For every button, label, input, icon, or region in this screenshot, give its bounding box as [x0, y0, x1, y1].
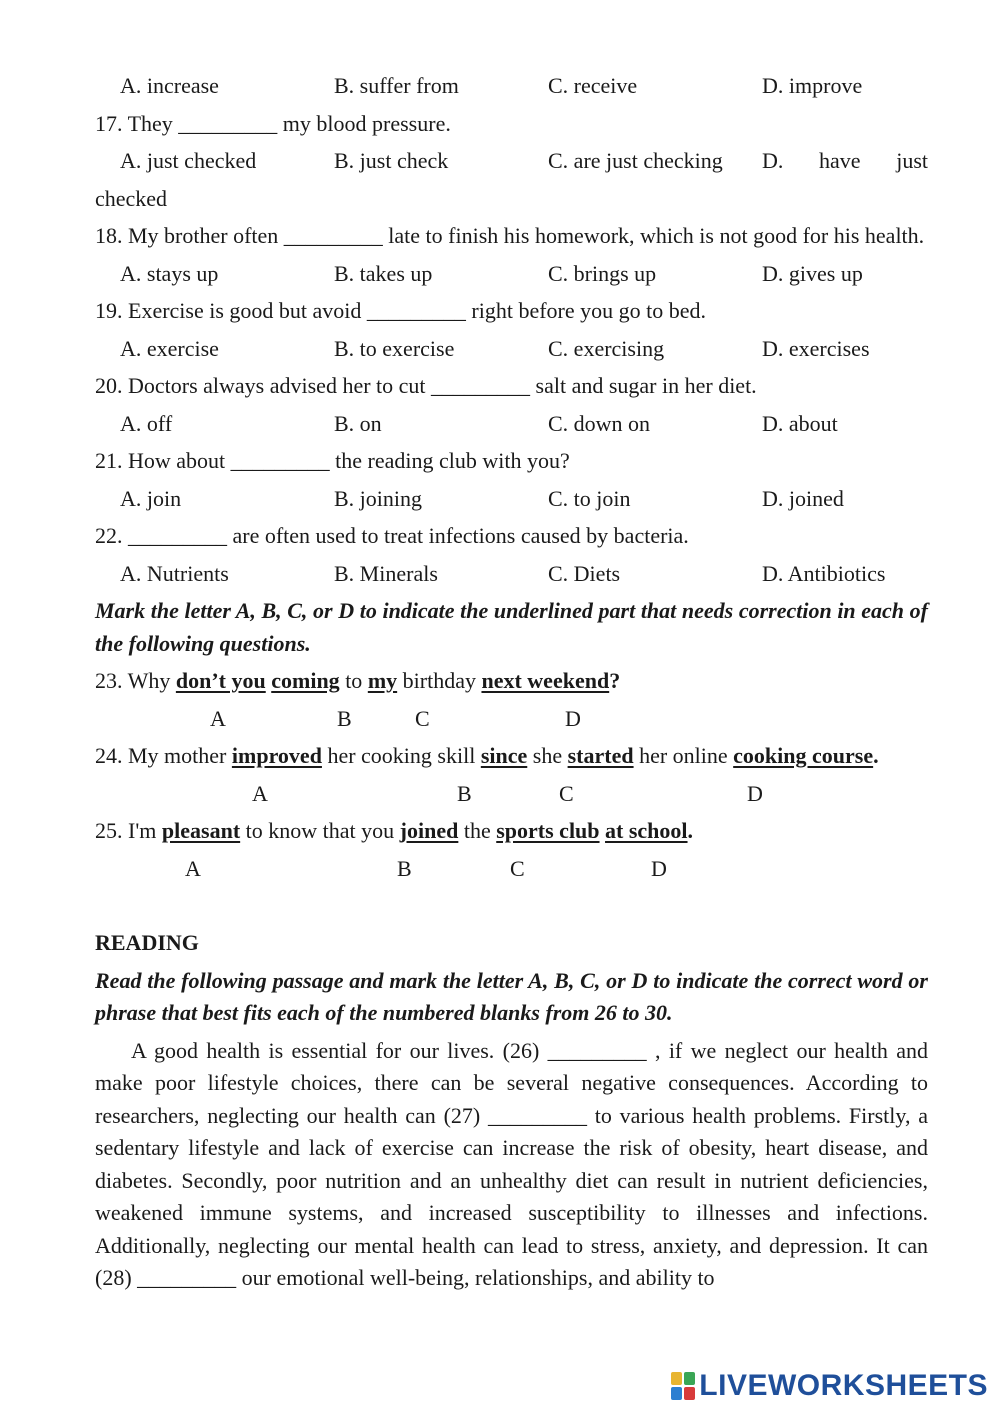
q23-part-b[interactable]: coming: [271, 668, 340, 693]
logo-tile-4: [684, 1387, 695, 1400]
q25-sentence: [95, 815, 928, 853]
q23-text-4: birthday: [397, 668, 482, 693]
q24-letter-c: C: [559, 780, 574, 806]
q23-part-a[interactable]: don’t you: [175, 668, 266, 693]
logo-tile-2: [684, 1372, 695, 1385]
section-spacer: [95, 890, 928, 927]
q17-option-d-word-2: just: [896, 148, 928, 173]
q22-option-c[interactable]: C. Diets: [548, 560, 621, 586]
q19-option-c[interactable]: C. exercising: [548, 335, 665, 361]
q17-option-d-word-1: have: [819, 148, 861, 173]
q23-letter-a: A: [210, 705, 226, 731]
q25-text-5: .: [687, 818, 694, 843]
q25-letter-d: D: [651, 855, 667, 881]
reading-instruction: Read the following passage and mark the letter A, B, C, or D to indicate the correct word or phrase that best fits each of the numbered blanks from 26 to 30.: [95, 967, 928, 1025]
q24-part-d[interactable]: cooking course: [733, 743, 874, 768]
q17-option-b[interactable]: B. just check: [334, 148, 449, 173]
q23-letter-d: D: [565, 705, 581, 731]
q25-letter-c: C: [510, 855, 525, 881]
q19-options: [95, 333, 928, 371]
q20-option-b[interactable]: B. on: [334, 410, 382, 436]
q16-option-b[interactable]: B. suffer from: [334, 73, 459, 98]
q18-options: [95, 258, 928, 296]
q24-part-c[interactable]: started: [567, 743, 634, 768]
q24-sentence: [95, 740, 928, 778]
q25-letter-a: A: [185, 855, 201, 881]
q17-option-d[interactable]: [762, 145, 928, 177]
q18-option-d[interactable]: D. gives up: [762, 260, 863, 286]
q18-option-b[interactable]: B. takes up: [334, 260, 433, 286]
q17-option-a[interactable]: A. just checked: [120, 148, 257, 173]
q18-option-a[interactable]: A. stays up: [120, 260, 219, 286]
q24-letter-d: D: [747, 780, 763, 806]
q19-option-b[interactable]: B. to exercise: [334, 335, 455, 361]
q24-letter-a: A: [252, 780, 268, 806]
q19-option-d[interactable]: D. exercises: [762, 335, 870, 361]
q20-options: [95, 408, 928, 446]
q23-letters: [95, 703, 928, 741]
q23-letter-c: C: [415, 705, 430, 731]
q25-part-b[interactable]: joined: [399, 818, 459, 843]
q24-text-2: her cooking skill: [321, 743, 481, 768]
q20-option-c[interactable]: C. down on: [548, 410, 651, 436]
q22-option-d[interactable]: D. Antibiotics: [762, 560, 886, 586]
q21-stem: 21. How about _________ the reading club with you?: [95, 448, 570, 473]
q16-option-d[interactable]: D. improve: [762, 73, 863, 98]
liveworksheets-logo: [671, 1369, 988, 1403]
q21-option-c[interactable]: C. to join: [548, 485, 631, 511]
q20-option-d[interactable]: D. about: [762, 410, 838, 436]
q25-letters: [95, 853, 928, 891]
q18-option-c[interactable]: C. brings up: [548, 260, 657, 286]
q24-letter-b: B: [457, 780, 472, 806]
q18-stem: 18. My brother often _________ late to finish his homework, which is not good for his health.: [95, 223, 925, 248]
q25-text-3: the: [458, 818, 497, 843]
q17-option-d-letter: D.: [762, 148, 784, 173]
q23-text-3: to: [339, 668, 368, 693]
q22-option-b[interactable]: B. Minerals: [334, 560, 438, 586]
q21-option-d[interactable]: D. joined: [762, 485, 844, 511]
q25-part-a[interactable]: pleasant: [161, 818, 241, 843]
q23-sentence: [95, 665, 928, 703]
q24-part-b[interactable]: since: [480, 743, 528, 768]
correction-instruction: Mark the letter A, B, C, or D to indicate the underlined part that needs correction in each of the following questions.: [95, 598, 928, 656]
logo-tile-1: [671, 1372, 682, 1385]
q17-option-d-continued: checked: [95, 185, 168, 211]
q21-options: [95, 483, 928, 521]
q24-text-1: 24. My mother: [95, 743, 232, 768]
logo-tile-3: [671, 1387, 682, 1400]
q22-option-a[interactable]: A. Nutrients: [120, 560, 229, 586]
q21-option-b[interactable]: B. joining: [334, 485, 423, 511]
q16-option-a[interactable]: A. increase: [120, 73, 219, 98]
q20-option-a[interactable]: A. off: [120, 410, 173, 436]
reading-passage: A good health is essential for our lives. (26) _________ , if we neglect our health and make poor lifestyle choices, there can be several negative consequences. According to researchers, neglecting our health can (27) _________ to various health problems. Firstly, a sedentary lifestyle and lack of exercise can increase the risk of obesity, heart disease, and diabetes. Secondly, poor nutrition and an unhealthy diet can result in nutrient deficiencies, weakened immune systems, and increased susceptibility to illnesses and infections. Additionally, neglecting our mental health can lead to stress, anxiety, and depression. It can (28) _________ our emotional well-being, relationships, and ability to: [95, 1037, 928, 1290]
q24-letters: [95, 778, 928, 816]
q17-options: [95, 145, 928, 183]
q22-options: [95, 558, 928, 596]
q23-text-5: ?: [609, 668, 621, 693]
q21-option-a[interactable]: A. join: [120, 485, 182, 511]
worksheet-page: [95, 70, 928, 1295]
q25-part-c[interactable]: sports club: [496, 818, 600, 843]
q23-letter-b: B: [337, 705, 352, 731]
q24-text-3: she: [527, 743, 568, 768]
q25-text-1: 25. I'm: [95, 818, 162, 843]
q23-part-d[interactable]: next weekend: [481, 668, 610, 693]
q17-option-c[interactable]: C. are just checking: [548, 148, 723, 173]
q20-stem: 20. Doctors always advised her to cut _________ salt and sugar in her diet.: [95, 373, 757, 398]
q23-text-1: 23. Why: [95, 668, 176, 693]
q16-option-c[interactable]: C. receive: [548, 73, 638, 98]
q17-stem: 17. They _________ my blood pressure.: [95, 110, 451, 136]
q24-part-a[interactable]: improved: [231, 743, 322, 768]
q25-letter-b: B: [397, 855, 412, 881]
q25-text-2: to know that you: [240, 818, 400, 843]
q16-options: [95, 70, 928, 108]
q19-option-a[interactable]: A. exercise: [120, 335, 219, 361]
q24-text-4: her online: [633, 743, 734, 768]
q19-stem: 19. Exercise is good but avoid _________ right before you go to bed.: [95, 298, 707, 323]
q23-part-c[interactable]: my: [367, 668, 398, 693]
liveworksheets-logo-text: LIVEWORKSHEETS: [699, 1369, 988, 1402]
q24-text-5: .: [873, 743, 879, 768]
reading-heading: READING: [95, 930, 199, 955]
liveworksheets-logo-icon: [671, 1372, 695, 1400]
q25-part-d[interactable]: at school: [605, 818, 688, 843]
q22-stem: 22. _________ are often used to treat infections caused by bacteria.: [95, 523, 689, 548]
